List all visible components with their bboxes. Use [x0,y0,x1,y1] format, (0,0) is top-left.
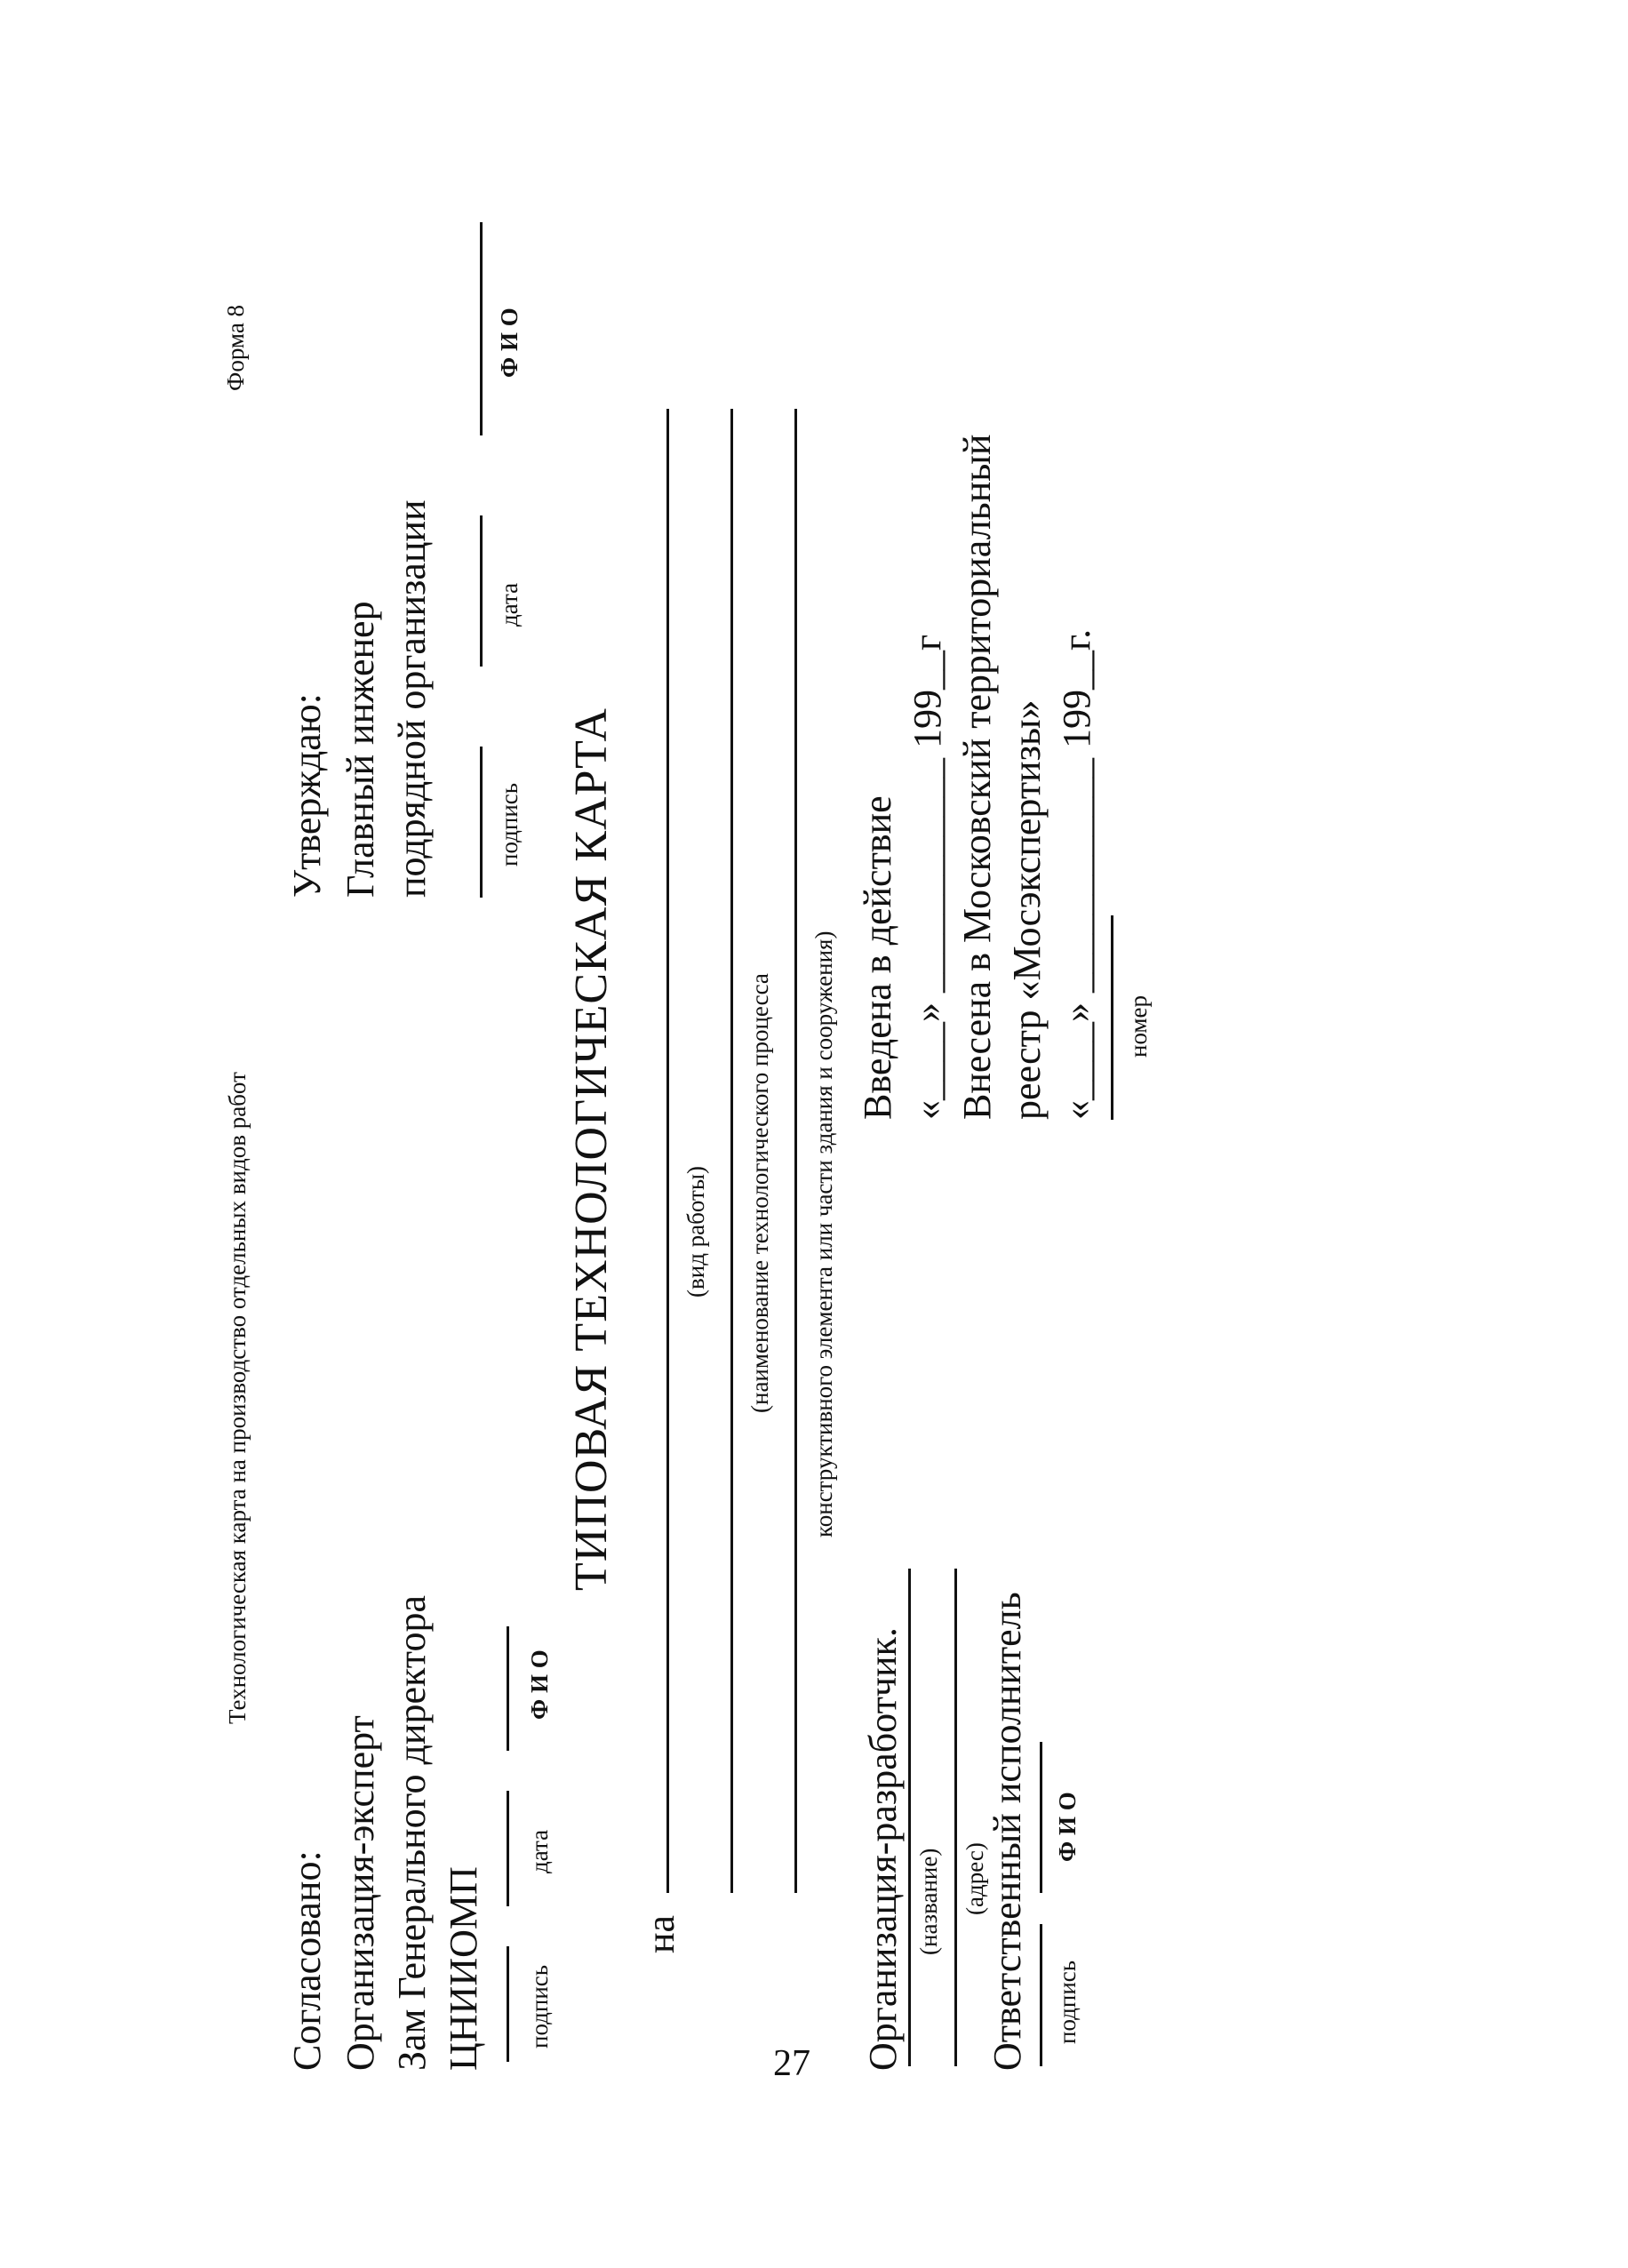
on-word: на [639,1914,682,1953]
work-type-caption: (вид работы) [682,1166,709,1298]
agreed-position-line: Зам Генерального директора [390,1595,434,2071]
agreed-signature-line [507,1946,509,2062]
process-caption: (наименование технологического процесса [746,973,773,1413]
registered-line1: Внесена в Московский территориальный [955,434,999,1120]
approve-date-caption: дата [496,582,523,627]
registry-number-line [1111,915,1113,1120]
responsible-label: Ответственный исполнитель [986,1592,1029,2071]
agreed-org-line: Организация-эксперт [339,1715,382,2071]
agreed-date-caption: дата [526,1829,553,1873]
agreed-fio-caption: Ф И О [526,1649,553,1720]
developer-name-line [908,1569,911,2066]
process-line [730,409,733,1893]
introduced-date: «____» ____________ 199__г [906,634,949,1120]
form-label: Форма 8 [222,304,249,391]
agreed-date-line [507,1791,509,1906]
approve-label: Утверждаю: [285,693,329,898]
agreed-org-name: ЦНИИОМП [442,1866,485,2071]
approve-fio-line [480,222,483,435]
approve-signature-line [480,747,483,898]
approve-signature-caption: подпись [496,782,523,866]
responsible-fio-caption: Ф И О [1054,1792,1081,1862]
approve-fio-caption: Ф И О [496,307,523,378]
approve-date-line [480,515,483,667]
responsible-fio-line [1040,1742,1042,1893]
developer-address-line [954,1569,957,2066]
rotated-form [213,187,1413,2106]
document-title: Технологическая карта на производство отдельных видов работ [224,1072,251,1724]
responsible-signature-caption: подпись [1054,1960,1081,2044]
developer-label: Организация-разработчик. [861,1627,905,2071]
agreed-label: Согласовано: [285,1850,329,2071]
agreed-signature-caption: подпись [526,1964,553,2048]
main-title: ТИПОВАЯ ТЕХНОЛОГИЧЕСКАЯ КАРТА [566,707,617,1591]
responsible-signature-line [1040,1924,1042,2066]
developer-name-caption: (название) [915,1848,942,1955]
approve-position-line2: подрядной организации [390,499,434,898]
element-caption: конструктивного элемента или части здания и сооружения) [810,930,837,1537]
registry-number-caption: номер [1125,994,1152,1058]
introduced-label: Введена в действие [856,795,899,1120]
registered-line2: реестр «Мосэкспертизы» [1005,699,1049,1120]
approve-position-line1: Главный инженер [339,601,382,898]
element-line [794,409,797,1893]
registered-date: «____» ____________ 199__г. [1055,628,1098,1120]
developer-address-caption: (адрес) [962,1842,988,1915]
agreed-fio-line [507,1626,509,1751]
page-number: 27 [773,2043,810,2084]
work-type-line [666,409,669,1893]
